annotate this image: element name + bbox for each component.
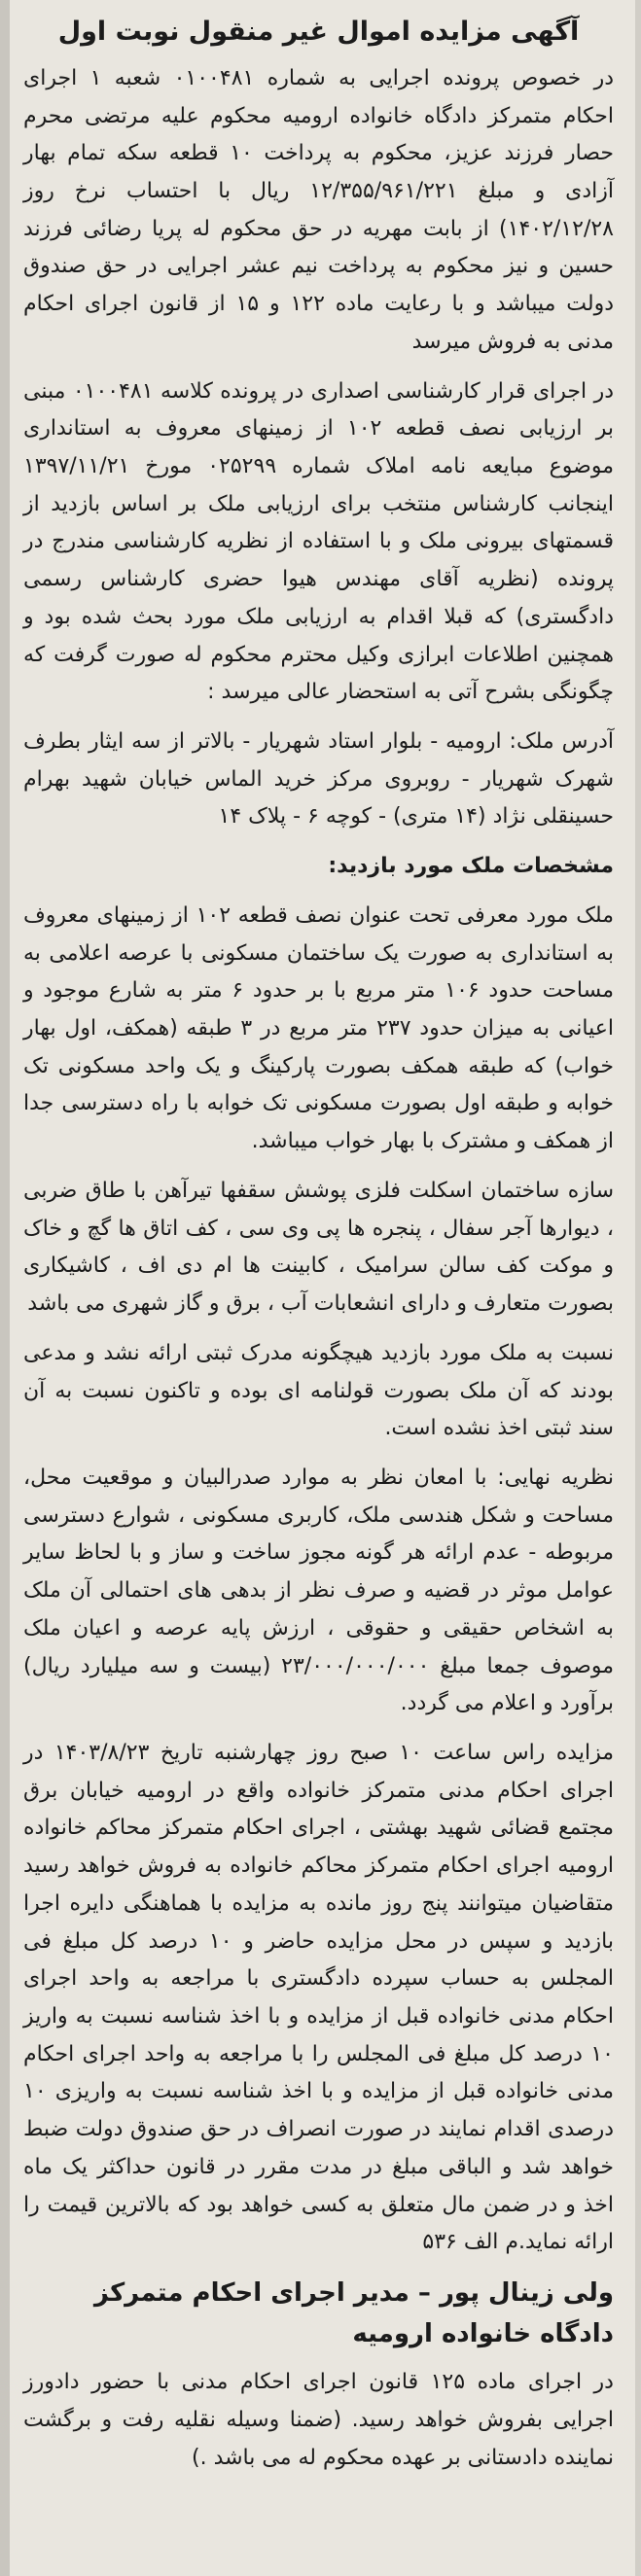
notice-paragraph-final-opinion: نظریه نهایی: با امعان نظر به موارد صدرالبیان و موقعیت محل، مساحت و شکل هندسی ملک، کاربری مسکونی ، شوارع دسترسی مربوطه - عدم ارائه هر گونه مجوز ساخت و ساز و با لحاظ سایر عوامل موثر در قضیه و صرف نظر از بدهی های احتمالی آن ملک به اشخاص حقیقی و حقوقی ، ارزش پایه عرصه و اعیان ملک موصوف جمعا مبلغ ۲۳/۰۰۰/۰۰۰/۰۰۰ (بیست و سه میلیارد ریال) برآورد و اعلام می گردد.: [23, 1464, 614, 1716]
notice-paragraph-expert: در اجرای قرار کارشناسی اصداری در پرونده کلاسه ۰۱۰۰۴۸۱ مبنی بر ارزیابی نصف قطعه ۱۰۲ از زمینهای معروف به استانداری موضوع مبایعه نامه املاک شماره ۰۲۵۲۹۹ مورخ ۱۳۹۷/۱۱/۲۱ اینجانب کارشناس منتخب برای ارزیابی ملک بر اساس بازدید از قسمتهای بیرونی ملک و با استفاده از نظریه کارشناسی مندرج در پرونده (نظریه آقای مهندس هیوا حضری کارشناس رسمی دادگستری) که قبلا اقدام به ارزیابی ملک مورد بحث شده بود و همچنین اطلاعات ابرازی وکیل محترم محکوم له صورت گرفت که چگونگی بشرح آتی به استحضار عالی میرسد :: [23, 378, 614, 705]
notice-paragraph-registration: نسبت به ملک مورد بازدید هیچگونه مدرک ثبتی ارائه نشد و مدعی بودند که آن ملک بصورت قولنامه ای بوده و تاکنون نسبت به آن سند ثبتی اخذ نشده است.: [23, 1340, 614, 1441]
notice-footer: در اجرای ماده ۱۲۵ قانون اجرای احکام مدنی با حضور دادورز اجرایی بفروش خواهد رسید. (ضمنا وسیله نقلیه رفت و برگشت نماینده دادستانی بر عهده محکوم له می باشد .): [23, 2370, 614, 2470]
notice-title: آگهی مزایده اموال غیر منقول نوبت اول: [57, 17, 580, 47]
notice-subheading-specs: مشخصات ملک مورد بازدید:: [328, 854, 614, 879]
notice-paragraph-case: در خصوص پرونده اجرایی به شماره ۰۱۰۰۴۸۱ شعبه ۱ اجرای احکام متمرکز دادگاه خانواده ارومیه محکوم علیه مرتضی محرم حصار فرزند عزیز، محکوم به پرداخت ۱۰ قطعه سکه تمام بهار آزادی و مبلغ ۱۲/۳۵۵/۹۶۱/۲۲۱ ریال با احتساب نرخ روز ۱۴۰۲/۱۲/۲۸) از بابت مهریه در حق محکوم له پریا رضائی فرزند حسین و نیز محکوم به پرداخت نیم عشر اجرایی در حق صندوق دولت میباشد و با رعایت ماده ۱۲۲ و ۱۵ از قانون اجرای احکام مدنی به فروش میرسد: [23, 65, 615, 354]
notice-paragraph-address: آدرس ملک: ارومیه - بلوار استاد شهریار - بالاتر از سه ایثار بطرف شهرک شهریار - روبروی مرکز خرید الماس خیابان شهید بهرام حسینقلی نژاد (۱۴ متری) - کوچه ۶ - پلاک ۱۴: [23, 729, 614, 829]
notice-paragraph-structure: سازه ساختمان اسکلت فلزی پوشش سقفها تیرآهن با طاق ضربی ، دیوارها آجر سفال ، پنجره ها پی وی سی ، کف اتاق ها گچ و خاک و موکت کف سالن سرامیک ، کابینت ها ام دی اف ، کاشیکاری بصورت متعارف و دارای انشعابات آب ، برق و گاز شهری می باشد: [23, 1178, 614, 1317]
notice-paragraph-auction: مزایده راس ساعت ۱۰ صبح روز چهارشنبه تاریخ ۱۴۰۳/۸/۲۳ در اجرای احکام مدنی متمرکز خانواده واقع در ارومیه خیابان برق مجتمع قضائی شهید بهشتی ، اجرای احکام متمرکز محاکم خانواده ارومیه اجرای احکام متمرکز محاکم خانواده به فروش خواهد رسید متقاضیان میتوانند پنج روز مانده به مزایده با هماهنگی دایره اجرا بازدید و سپس در محل مزایده حاضر و ۱۰ درصد کل مبلغ فی المجلس به حساب سپرده دادگستری با مراجعه به واحد اجرای احکام مدنی خانواده قبل از مزایده و با اخذ شناسه نسبت به واریز ۱۰ درصد کل مبلغ فی المجلس را با مراجعه به واحد اجرای احکام مدنی خانواده قبل از مزایده و با اخذ شناسه نسبت به واریزی ۱۰ درصدی اقدام نمایند در صورت انصراف در حق صندوق دولت ضبط خواهد شد و الباقی مبلغ در مدت مقرر در قانون حداکثر یک ماه اخذ و در ضمن مال متعلق به کسی خواهد بود که بالاترین قیمت را ارائه نماید.م الف ۵۳۶: [23, 1740, 614, 2255]
notice-signature: ولی زینال پور – مدیر اجرای احکام متمرکز دادگاه خانواده ارومیه: [93, 2278, 614, 2348]
notice-paragraph-property: ملک مورد معرفی تحت عنوان نصف قطعه ۱۰۲ از زمینهای معروف به استانداری به صورت یک ساختمان مسکونی با عرصه اعلامی به مساحت حدود ۱۰۶ متر مربع با بر حدود ۶ متر به شارع موجود و اعیانی به میزان حدود ۲۳۷ متر مربع در ۳ طبقه (همکف، اول بهار خواب) که طبقه همکف بصورت پارکینگ و یک واحد مسکونی تک خوابه و طبقه اول بصورت مسکونی تک خوابه با راه دسترسی جدا از همکف و مشترک با بهار خواب میباشد.: [23, 902, 614, 1154]
